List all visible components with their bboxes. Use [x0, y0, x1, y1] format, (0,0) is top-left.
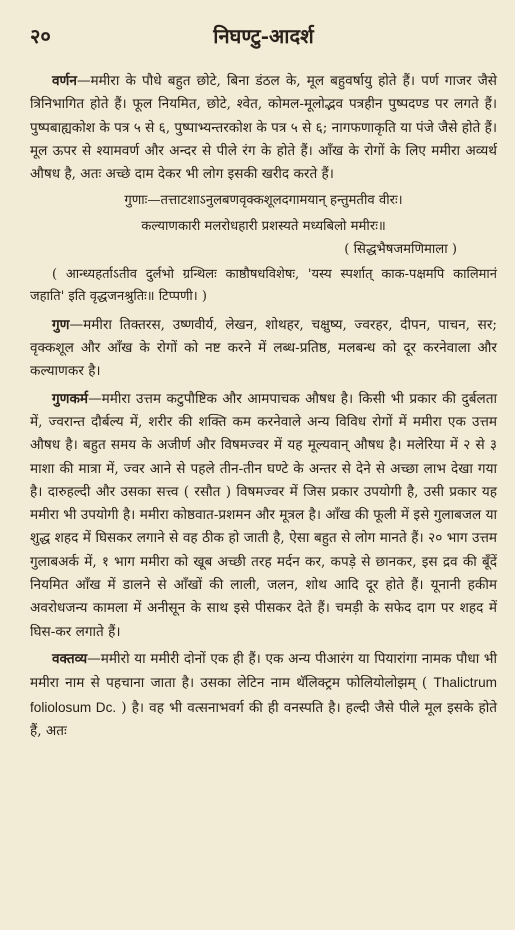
- latin-name: Thalictrum foliolosum Dc.: [30, 675, 497, 715]
- verse-source: ( सिद्धभैषजमणिमाला ): [344, 242, 457, 258]
- gunkarm-label: गुणकर्म: [52, 390, 89, 407]
- page-header: [30, 22, 497, 50]
- vaktavya-text-before: —ममीरो या ममीरी दोनों एक ही हैं। एक अन्य पीआरंग या पियारांगा नामक पौधा भी ममीरा नाम से पहचाना जाता है। उसका लेटिन नाम थॅलिक्ट्रम फोलियोलोझम् (: [30, 650, 497, 692]
- varnan-label: वर्णन: [52, 73, 77, 89]
- vaktavya-text-after: ) है। वह भी वत्सनाभवर्ग की ही वनस्पति है। हल्दी जैसे पीले मूल इसके होते हैं, अतः: [30, 699, 498, 739]
- gun-label: गुण: [52, 316, 70, 333]
- page-body: [30, 70, 497, 747]
- footnote: ( आन्ध्यहर्ताऽतीव दुर्लभो ग्रन्थिलः काष्ठौषधविशेषः, 'यस्य स्पर्शात् काक-पक्षमपि कालिमानं जहाति' इति वृद्धजनश्रुतिः॥ टिप्पणी। ): [30, 266, 497, 304]
- gunkarm-text: —ममीरा उत्तम कटुपौष्टिक और आमपाचक औषध है। किसी भी प्रकार की दुर्बलता में, ज्वरान्त दौर्बल्य में, शरीर की शक्ति कम करनेवाले अन्य विविध रोगों में ममीरा एक उत्तम औषध है। बहुत समय के अजीर्ण और विषमज्वर में यह मूल्यवान् औषध है। मलेरिया में २ से ३ माशा की मात्रा में, ज्वर आने से पहले तीन-तीन घण्टे के अन्तर से देने से अच्छा लाभ देखा गया है। दारुहल्दी और उसका सत्त्व ( रसौत ) विषमज्वर में जिस प्रकार उपयोगी है, उसी प्रकार यह ममीरा भी उपयोगी है। ममीरा कोष्ठवात-प्रशमन और मूत्रल है। आँख की फूली में इसे गुलाबजल या शुद्ध शहद में घिसकर लगाने से वह ठीक हो जाती है, ऐसा बहुत से लोग मानते हैं। २० भाग उत्तम गुलाबअर्क में, १ भाग ममीरा को खूब अच्छी तरह मर्दन कर, कपड़े से छानकर, इस द्रव की बूँदें नियमित आँख में डालने से आँखों की लाली, जलन, शोथ आदि दूर होते हैं। यूनानी हकीम अवरोधजन्य कामला में अनीसून के साथ इसे पीसकर देते हैं। चमड़ी के सफेद दाग पर शहद में घिस-कर लगाते हैं।: [30, 390, 497, 640]
- varnan-paragraph: [30, 70, 497, 186]
- vaktavya-label: वक्तव्य: [52, 650, 88, 667]
- verse-line-1: गुणाः—तत्ताटशाऽनुलबणवृक्कशूलदगामयान् हन्तुमतीव वीरः।: [124, 193, 403, 209]
- page-number: २०: [30, 24, 51, 48]
- gun-text: —ममीरा तिक्तरस, उष्णवीर्य, लेखन, शोथहर, चक्षुष्य, ज्वरहर, दीपन, पाचन, सर; वृक्कशूल और आँख के रोगों को नष्ट करने में लब्ध-प्रतिष्ठ, मलबन्ध को दूर करनेवाला और कल्याणकर है।: [30, 316, 497, 380]
- page-title: निघण्टु-आदर्श: [213, 24, 314, 48]
- gunkarm-paragraph: [30, 388, 497, 644]
- verse-line-2: कल्याणकारी मलरोधहारी प्रशस्यते मध्यबिलो ममीरः॥: [141, 219, 386, 235]
- vaktavya-paragraph: [30, 648, 497, 743]
- varnan-text: —ममीरा के पौधे बहुत छोटे, बिना डंठल के, मूल बहुवर्षायु होते हैं। पर्ण गाजर जैसे त्रिनिभागित होते हैं। फूल नियमित, छोटे, श्वेत, कोमल-मूलोद्भव पत्रहीन पुष्पदण्ड पर लगते हैं। पुष्पबाह्यकोश के पत्र ५ से ६, पुष्पाभ्यन्तरकोश के पत्र ५ से ६; नागफणाकृति या पंजे जैसे होते हैं। मूल ऊपर से श्यामवर्ण और अन्दर से पीले रंग के होते हैं। आँख के रोगों के लिए ममीरा अव्यर्थ औषध है, अतः अच्छे दाम देकर भी लोग इसकी खरीद करते हैं।: [30, 73, 497, 183]
- gun-paragraph: [30, 314, 497, 384]
